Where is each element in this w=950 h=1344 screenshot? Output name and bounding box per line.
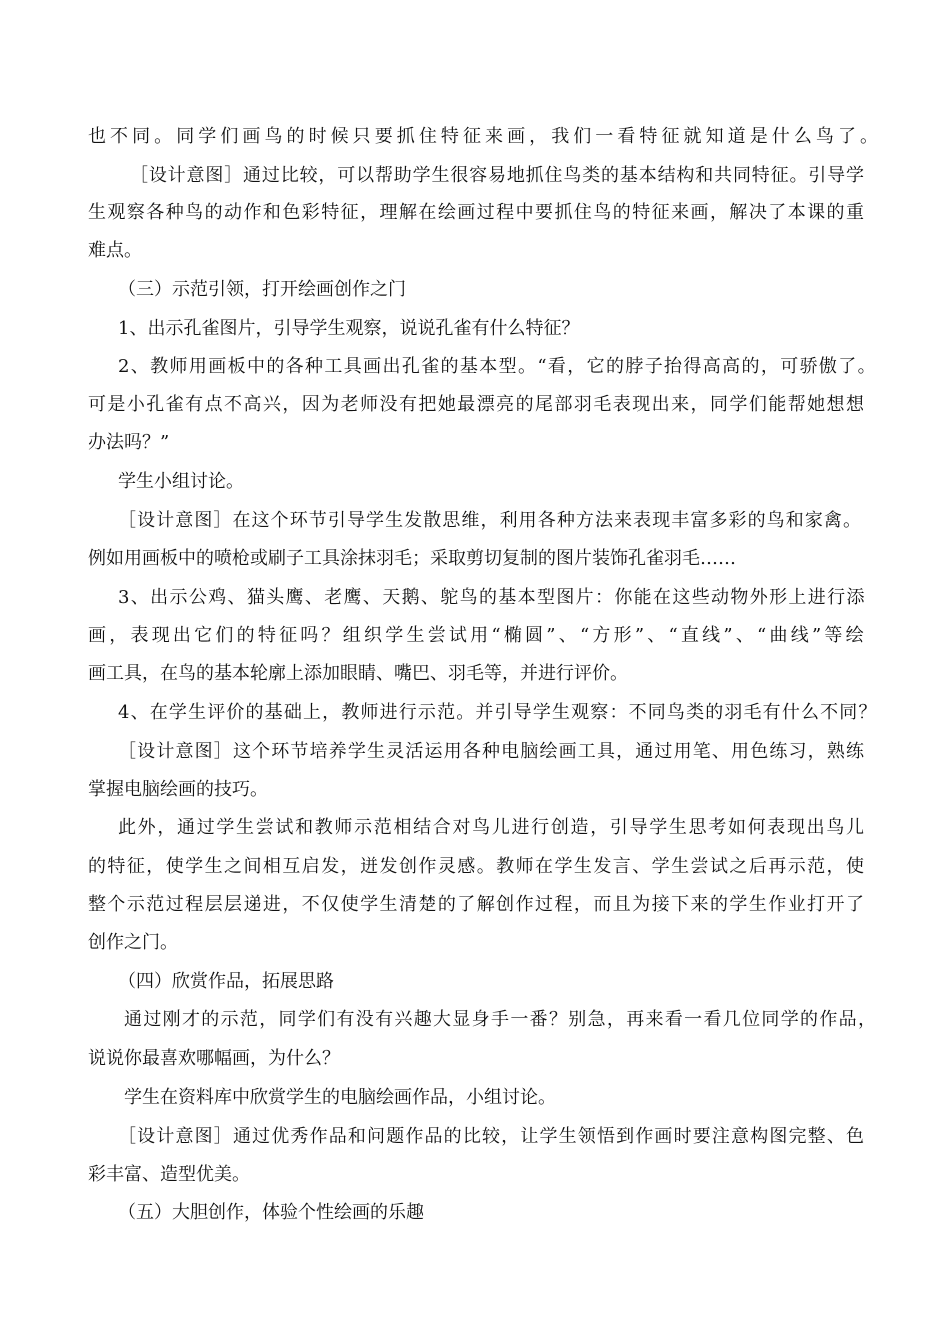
text-line-11: ［设计意图］在这个环节引导学生发散思维，利用各种方法来表现丰富多彩的鸟和家禽。 [118,510,863,531]
text-line-8: 可是小孔雀有点不高兴，因为老师没有把她最漂亮的尾部羽毛表现出来，同学们能帮她想想 [88,394,866,415]
section-heading-4: （四）欣赏作品，拓展思路 [118,971,334,992]
text-line-16: 4、在学生评价的基础上，教师进行示范。并引导学生观察：不同鸟类的羽毛有什么不同？ [118,702,878,723]
text-line-22: 创作之门。 [88,932,178,953]
text-line-12: 例如用画板中的喷枪或刷子工具涂抹羽毛；采取剪切复制的图片装饰孔雀羽毛…… [88,548,736,569]
text-line-27: ［设计意图］通过优秀作品和问题作品的比较，让学生领悟到作画时要注意构图完整、色 [118,1126,866,1147]
section-heading-3: （三）示范引领，打开绘画创作之门 [118,279,406,300]
text-line-19: 此外，通过学生尝试和教师示范相结合对鸟儿进行创造，引导学生思考如何表现出鸟儿 [118,817,866,838]
text-line-13: 3、出示公鸡、猫头鹰、老鹰、天鹅、鸵鸟的基本型图片：你能在这些动物外形上进行添 [118,587,866,608]
text-line-1: 也不同。同学们画鸟的时候只要抓住特征来画，我们一看特征就知道是什么鸟了。 [88,126,883,147]
text-line-26: 学生在资料库中欣赏学生的电脑绘画作品，小组讨论。 [124,1087,556,1108]
text-line-7: 2、教师用画板中的各种工具画出孔雀的基本型。“看，它的脖子抬得高高的，可骄傲了。 [118,356,878,377]
text-line-28: 彩丰富、造型优美。 [88,1164,250,1185]
text-line-3: 生观察各种鸟的动作和色彩特征，理解在绘画过程中要抓住鸟的特征来画，解决了本课的重 [88,202,866,223]
text-line-4: 难点。 [88,240,142,261]
text-line-17: ［设计意图］这个环节培养学生灵活运用各种电脑绘画工具，通过用笔、用色练习，熟练 [118,741,866,762]
text-line-6: 1、出示孔雀图片，引导学生观察，说说孔雀有什么特征？ [118,318,580,339]
text-line-25: 说说你最喜欢哪幅画，为什么？ [88,1048,340,1069]
text-line-10: 学生小组讨论。 [118,471,244,492]
text-line-2: ［设计意图］通过比较，可以帮助学生很容易地抓住鸟类的基本结构和共同特征。引导学 [130,165,865,186]
text-line-21: 整个示范过程层层递进，不仅使学生清楚的了解创作过程，而且为接下来的学生作业打开了 [88,894,866,915]
text-line-9: 办法吗？” [88,432,170,453]
text-line-15: 画工具，在鸟的基本轮廓上添加眼睛、嘴巴、羽毛等，并进行评价。 [88,663,628,684]
text-line-20: 的特征，使学生之间相互启发，迸发创作灵感。教师在学生发言、学生尝试之后再示范，使 [88,856,866,877]
text-line-14: 画，表现出它们的特征吗？组织学生尝试用“椭圆”、“方形”、“直线”、“曲线”等绘 [88,625,867,646]
text-line-18: 掌握电脑绘画的技巧。 [88,779,268,800]
section-heading-5: （五）大胆创作，体验个性绘画的乐趣 [118,1202,424,1223]
text-line-24: 通过刚才的示范，同学们有没有兴趣大显身手一番？别急，再来看一看几位同学的作品， [124,1009,878,1030]
